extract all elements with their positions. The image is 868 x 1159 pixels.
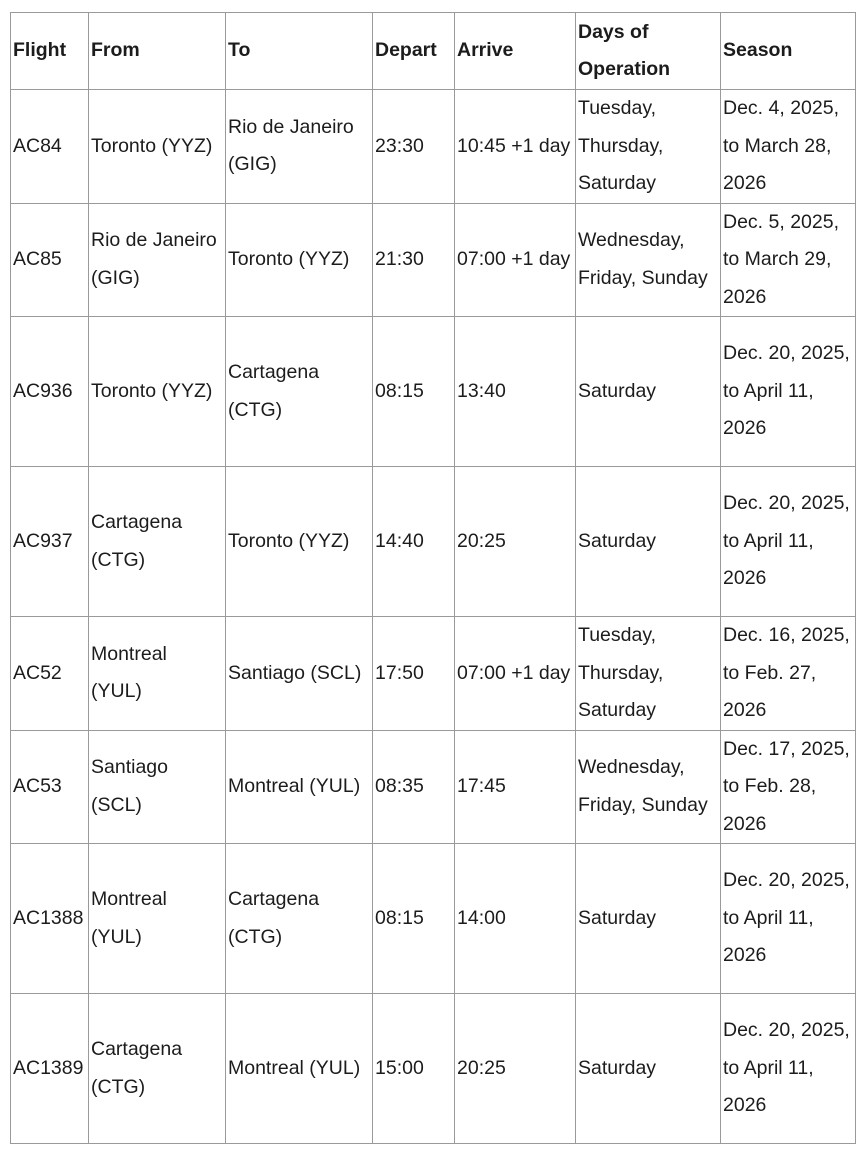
cell-flight: AC936 (11, 317, 89, 467)
cell-depart: 23:30 (373, 90, 455, 204)
cell-arrive: 14:00 (455, 844, 576, 994)
cell-arrive: 20:25 (455, 467, 576, 617)
header-depart: Depart (373, 13, 455, 90)
header-from: From (89, 13, 226, 90)
cell-depart: 14:40 (373, 467, 455, 617)
cell-days: Saturday (576, 467, 721, 617)
table-row (11, 994, 856, 1144)
table-row (11, 730, 856, 844)
cell-flight: AC53 (11, 730, 89, 844)
cell-season: Dec. 5, 2025, to March 29, 2026 (721, 203, 856, 317)
cell-depart: 15:00 (373, 994, 455, 1144)
cell-to: Cartagena (CTG) (226, 317, 373, 467)
cell-days: Wednesday, Friday, Sunday (576, 203, 721, 317)
cell-days: Tuesday, Thursday, Saturday (576, 90, 721, 204)
header-flight: Flight (11, 13, 89, 90)
flight-schedule-table (10, 12, 856, 1144)
header-arrive: Arrive (455, 13, 576, 90)
table-row (11, 317, 856, 467)
cell-from: Montreal (YUL) (89, 844, 226, 994)
cell-flight: AC84 (11, 90, 89, 204)
cell-to: Toronto (YYZ) (226, 203, 373, 317)
table-row (11, 467, 856, 617)
table-row (11, 617, 856, 731)
cell-to: Montreal (YUL) (226, 994, 373, 1144)
cell-arrive: 07:00 +1 day (455, 617, 576, 731)
cell-arrive: 10:45 +1 day (455, 90, 576, 204)
cell-arrive: 13:40 (455, 317, 576, 467)
table-header-row (11, 13, 856, 90)
cell-days: Saturday (576, 844, 721, 994)
cell-season: Dec. 17, 2025, to Feb. 28, 2026 (721, 730, 856, 844)
cell-season: Dec. 20, 2025, to April 11, 2026 (721, 844, 856, 994)
cell-to: Rio de Janeiro (GIG) (226, 90, 373, 204)
cell-season: Dec. 16, 2025, to Feb. 27, 2026 (721, 617, 856, 731)
cell-depart: 08:35 (373, 730, 455, 844)
cell-from: Toronto (YYZ) (89, 317, 226, 467)
cell-flight: AC52 (11, 617, 89, 731)
cell-from: Cartagena (CTG) (89, 994, 226, 1144)
cell-arrive: 20:25 (455, 994, 576, 1144)
cell-from: Toronto (YYZ) (89, 90, 226, 204)
cell-days: Tuesday, Thursday, Saturday (576, 617, 721, 731)
cell-season: Dec. 20, 2025, to April 11, 2026 (721, 994, 856, 1144)
cell-from: Montreal (YUL) (89, 617, 226, 731)
cell-from: Cartagena (CTG) (89, 467, 226, 617)
cell-flight: AC85 (11, 203, 89, 317)
cell-from: Rio de Janeiro (GIG) (89, 203, 226, 317)
cell-season: Dec. 20, 2025, to April 11, 2026 (721, 317, 856, 467)
table-row (11, 844, 856, 994)
cell-flight: AC1388 (11, 844, 89, 994)
cell-flight: AC1389 (11, 994, 89, 1144)
cell-depart: 08:15 (373, 317, 455, 467)
cell-to: Montreal (YUL) (226, 730, 373, 844)
cell-from: Santiago (SCL) (89, 730, 226, 844)
header-days-of-operation: Days of Operation (576, 13, 721, 90)
cell-days: Saturday (576, 994, 721, 1144)
cell-arrive: 07:00 +1 day (455, 203, 576, 317)
cell-depart: 21:30 (373, 203, 455, 317)
cell-arrive: 17:45 (455, 730, 576, 844)
cell-season: Dec. 4, 2025, to March 28, 2026 (721, 90, 856, 204)
table-row (11, 90, 856, 204)
header-to: To (226, 13, 373, 90)
cell-days: Wednesday, Friday, Sunday (576, 730, 721, 844)
table-row (11, 203, 856, 317)
cell-season: Dec. 20, 2025, to April 11, 2026 (721, 467, 856, 617)
cell-to: Toronto (YYZ) (226, 467, 373, 617)
cell-to: Santiago (SCL) (226, 617, 373, 731)
cell-to: Cartagena (CTG) (226, 844, 373, 994)
cell-days: Saturday (576, 317, 721, 467)
cell-depart: 08:15 (373, 844, 455, 994)
cell-depart: 17:50 (373, 617, 455, 731)
cell-flight: AC937 (11, 467, 89, 617)
header-season: Season (721, 13, 856, 90)
